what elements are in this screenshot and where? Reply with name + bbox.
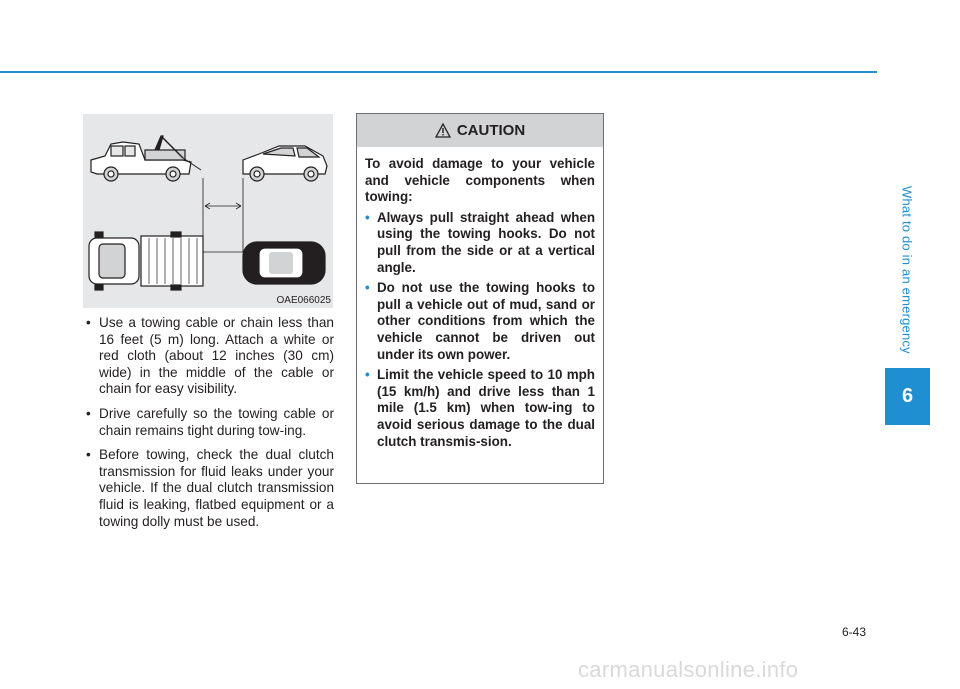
towing-illustration: [83, 114, 333, 308]
caution-intro: To avoid damage to your vehicle and vehicle components when towing:: [365, 156, 595, 205]
tow-truck-top-icon: [89, 232, 203, 290]
bullet-glyph: •: [86, 315, 91, 330]
list-item: [83, 315, 334, 398]
caution-box: [356, 113, 604, 484]
bullet-glyph: •: [365, 209, 370, 225]
towed-car-side-icon: [243, 146, 327, 181]
list-item: [365, 210, 595, 276]
caution-header: [357, 114, 603, 147]
tow-diagram-icon: [83, 114, 333, 308]
figure-code: OAE066025: [276, 295, 331, 306]
caution-title: CAUTION: [456, 122, 526, 139]
list-item-text: Always pull straight ahead when using the towing hooks. Do not pull from the side or at a vertical angle.: [377, 209, 595, 275]
list-item-text: Use a towing cable or chain less than 16 feet (5 m) long. Attach a white or red cloth (about 12 inches (30 cm) wide) in the middle of the cable or chain for easy visibility.: [99, 315, 334, 397]
list-item-text: Drive carefully so the towing cable or chain remains tight during tow-ing.: [99, 405, 334, 438]
towing-instructions-list: [83, 315, 334, 538]
caution-list: [365, 210, 595, 450]
bullet-glyph: •: [365, 280, 370, 296]
chapter-number-tab: 6: [885, 368, 930, 425]
list-item: [83, 447, 334, 530]
bullet-glyph: •: [86, 405, 91, 421]
page-number: 6-43: [842, 625, 867, 639]
list-item-text: Before towing, check the dual clutch transmission for fluid leaks under your vehicle. If the dual clutch transmission fluid is leaking, flatbed equipment or a towing dolly must be used.: [99, 447, 334, 529]
list-item: [83, 406, 334, 439]
caution-body: [357, 147, 603, 450]
list-item: [365, 280, 595, 363]
chapter-title: What to do in an emergency: [899, 186, 915, 354]
distance-guide-icon: [203, 178, 245, 252]
tow-truck-side-icon: [91, 136, 201, 181]
watermark: carmanualsonline.info: [578, 657, 799, 682]
towed-car-top-icon: [243, 242, 325, 284]
bullet-glyph: •: [365, 367, 370, 383]
list-item-text: Limit the vehicle speed to 10 mph (15 km/h) and drive less than 1 mile (1.5 km) when tow-ing to avoid serious damage to the dual clutch transmis-sion.: [377, 367, 595, 449]
header-rule: [0, 71, 877, 73]
warning-triangle-icon: [435, 123, 451, 138]
list-item-text: Do not use the towing hooks to pull a vehicle out of mud, sand or other conditions from which the vehicle cannot be driven out under its own power.: [377, 280, 595, 362]
bullet-glyph: •: [86, 447, 91, 463]
list-item: [365, 367, 595, 450]
